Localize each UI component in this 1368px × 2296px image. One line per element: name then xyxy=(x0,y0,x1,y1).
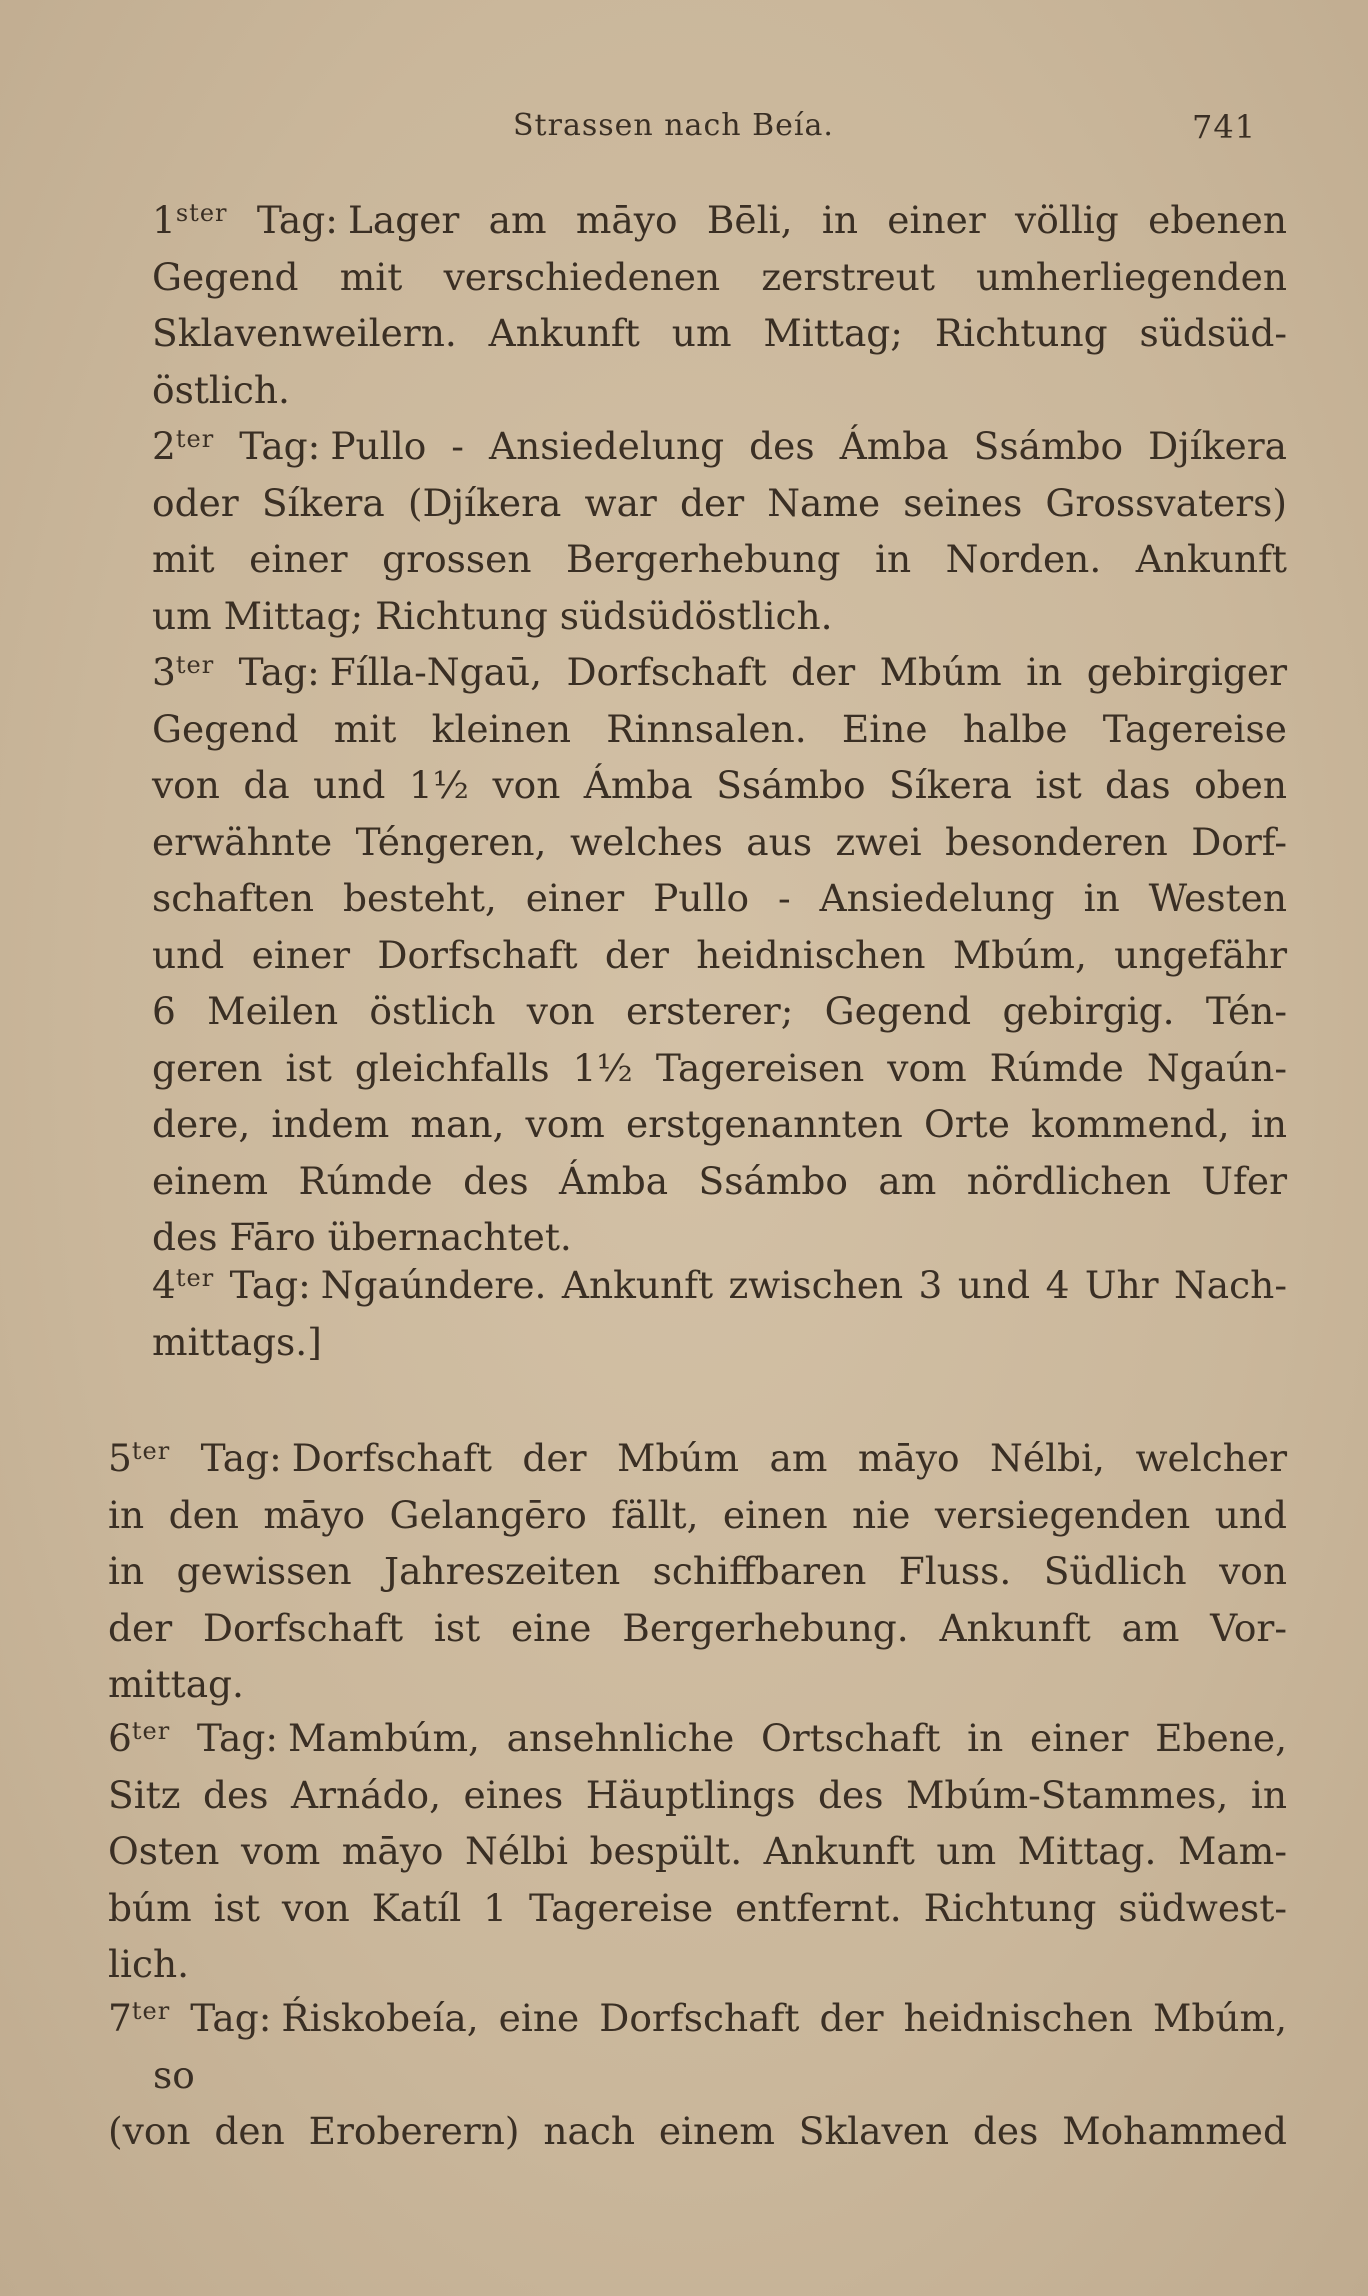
entry-line: einem Rúmde des Ámba Ssámbo am nördlichen Ufer xyxy=(152,1158,1287,1203)
entry-line: östlich. xyxy=(152,367,290,412)
day-ordinal-suffix: ter xyxy=(175,651,215,679)
day-label: Tag: xyxy=(238,650,320,694)
day-label: Tag: xyxy=(200,1436,282,1480)
day-number: 1 xyxy=(152,198,176,242)
entry-line: (von den Eroberern) nach einem Sklaven des Mohammed xyxy=(108,2109,1287,2153)
entry-line: des Fāro übernachtet. xyxy=(152,1215,572,1259)
day-number: 6 xyxy=(108,1716,132,1760)
entry-line: Lager am māyo Bēli, in einer völlig ebenen xyxy=(347,198,1288,242)
day-ordinal-suffix: ter xyxy=(175,425,215,453)
entry-day-2 xyxy=(152,411,1287,644)
entry-line: um Mittag; Richtung südsüdöstlich. xyxy=(152,593,833,638)
entry-line: Sklavenweilern. Ankunft um Mittag; Richtung südsüd- xyxy=(152,311,1287,355)
page-number: 741 xyxy=(1192,108,1257,146)
entry-line: in gewissen Jahreszeiten schiffbaren Fluss. Südlich von xyxy=(108,1549,1287,1593)
entry-line: dere, indem man, vom erstgenannten Orte kommend, in xyxy=(152,1102,1287,1146)
day-ordinal-suffix: ter xyxy=(131,1717,171,1745)
day-ordinal-suffix: ter xyxy=(175,1264,215,1292)
entry-line: mittags.] xyxy=(152,1319,322,1364)
day-number: 5 xyxy=(108,1436,132,1480)
entry-line: erwähnte Téngeren, welches aus zwei besonderen Dorf- xyxy=(152,819,1287,864)
entry-line: Ŕiskobeía, eine Dorfschaft der heidnischen Mbúm, so xyxy=(153,1996,1288,2097)
entry-line: Dorfschaft der Mbúm am māyo Nélbi, welcher xyxy=(291,1436,1287,1480)
entry-line: und einer Dorfschaft der heidnischen Mbúm, ungefähr xyxy=(152,932,1287,977)
entry-day-7 xyxy=(108,1983,1287,2160)
day-number: 7 xyxy=(108,1996,132,2040)
day-number: 3 xyxy=(152,650,176,694)
day-ordinal-suffix: ter xyxy=(131,1997,171,2025)
entry-line: Gegend mit verschiedenen zerstreut umherliegenden xyxy=(152,254,1287,299)
entry-line: 6 Meilen östlich von ersterer; Gegend gebirgig. Tén- xyxy=(152,989,1287,1033)
entry-line: Sitz des Arnádo, eines Häuptlings des Mbúm-Stammes, in xyxy=(108,1772,1287,1817)
entry-line: Ngaúndere. Ankunft zwischen 3 und 4 Uhr Nach- xyxy=(320,1263,1287,1307)
entry-line: Osten vom māyo Nélbi bespült. Ankunft um Mittag. Mam- xyxy=(108,1829,1287,1873)
day-number: 4 xyxy=(152,1263,176,1307)
entry-line: lich. xyxy=(108,1942,190,1986)
entry-line: mit einer grossen Bergerhebung in Norden. Ankunft xyxy=(152,537,1287,581)
entry-day-5 xyxy=(108,1423,1287,1713)
entry-line: oder Síkera (Djíkera war der Name seines Grossvaters) xyxy=(152,480,1287,525)
entry-line: in den māyo Gelangēro fällt, einen nie versiegenden und xyxy=(108,1492,1287,1537)
entry-line: Fílla-Ngaū, Dorfschaft der Mbúm in gebirgiger xyxy=(329,650,1288,694)
day-label: Tag: xyxy=(190,1996,272,2040)
entry-line: Pullo - Ansiedelung des Ámba Ssámbo Djíkera xyxy=(330,424,1287,468)
day-label: Tag: xyxy=(196,1716,279,1760)
entry-day-3 xyxy=(152,637,1287,1266)
entry-day-4 xyxy=(152,1250,1287,1370)
day-ordinal-suffix: ter xyxy=(131,1437,171,1465)
entry-line: mittag. xyxy=(108,1662,244,1706)
entry-line: Gegend mit kleinen Rinnsalen. Eine halbe Tagereise xyxy=(152,706,1287,751)
day-number: 2 xyxy=(152,424,176,468)
entry-day-1 xyxy=(152,185,1287,418)
entry-line: búm ist von Katíl 1 Tagereise entfernt. Richtung südwest- xyxy=(108,1885,1287,1930)
day-label: Tag: xyxy=(229,1263,311,1307)
running-title: Strassen nach Beía. xyxy=(513,108,834,143)
entry-line: geren ist gleichfalls 1½ Tagereisen vom Rúmde Ngaún- xyxy=(152,1045,1287,1090)
entry-line: der Dorfschaft ist eine Bergerhebung. Ankunft am Vor- xyxy=(108,1605,1287,1650)
day-ordinal-suffix: ster xyxy=(175,199,228,227)
entry-line: schaften besteht, einer Pullo - Ansiedelung in Westen xyxy=(152,876,1287,920)
entry-line: von da und 1½ von Ámba Ssámbo Síkera ist das oben xyxy=(152,763,1287,807)
day-label: Tag: xyxy=(256,198,338,242)
entry-day-6 xyxy=(108,1703,1287,1993)
entry-line: Mambúm, ansehnliche Ortschaft in einer Ebene, xyxy=(288,1716,1287,1760)
day-label: Tag: xyxy=(239,424,321,468)
